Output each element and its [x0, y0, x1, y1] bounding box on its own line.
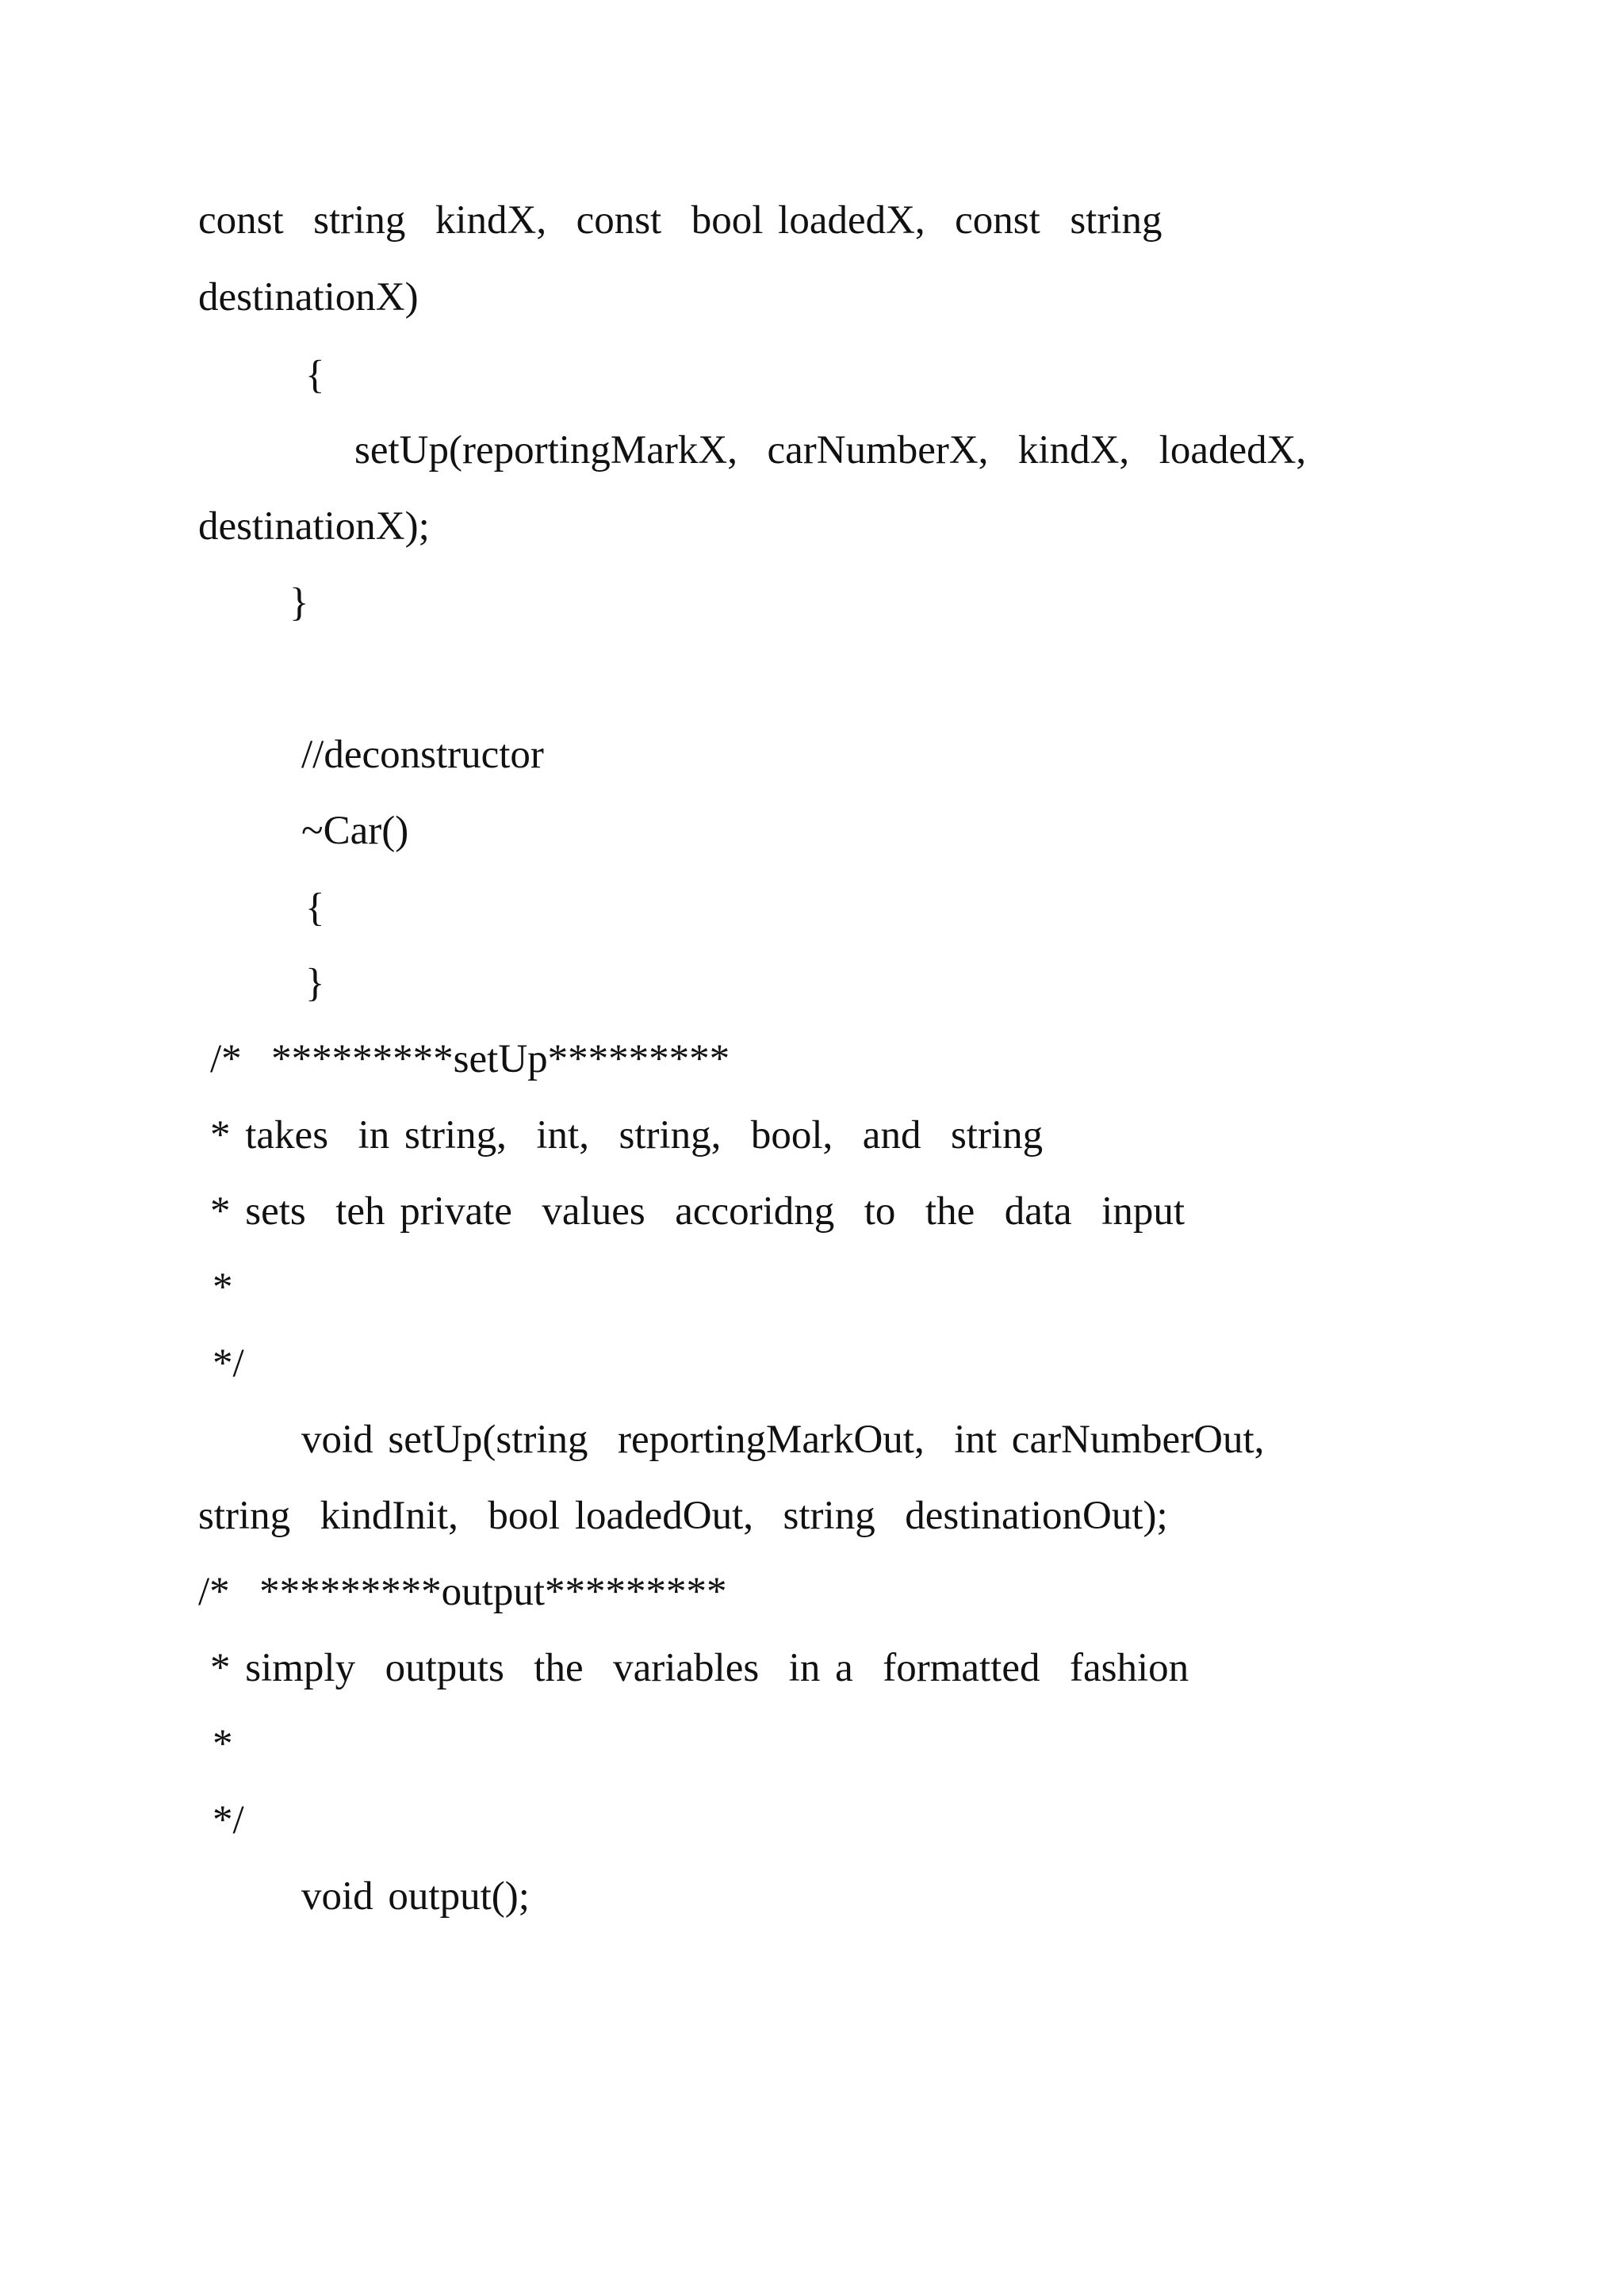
code-line: destinationX); [198, 504, 430, 549]
code-comment: * [213, 1722, 233, 1766]
code-comment: * sets teh private values accoridng to the data input [210, 1189, 1185, 1234]
code-line: ~Car() [301, 809, 409, 853]
code-line: setUp(reportingMarkX, carNumberX, kindX, loadedX, [354, 428, 1307, 473]
code-line: { [305, 886, 325, 930]
code-comment: * [213, 1265, 233, 1310]
code-comment: * simply outputs the variables in a formatted fashion [210, 1646, 1189, 1690]
code-comment: * takes in string, int, string, bool, and string [210, 1113, 1044, 1158]
code-line: void setUp(string reportingMarkOut, int carNumberOut, [301, 1418, 1265, 1462]
code-comment: */ [213, 1798, 244, 1843]
code-comment: /* *********output********* [198, 1570, 727, 1614]
code-line: const string kindX, const bool loadedX, const string [198, 198, 1162, 243]
code-line: } [289, 580, 309, 625]
code-line: string kindInit, bool loadedOut, string destinationOut); [198, 1494, 1168, 1538]
code-line: void output(); [301, 1874, 530, 1919]
code-comment: //deconstructor [301, 733, 544, 777]
code-comment: /* *********setUp********* [210, 1037, 730, 1081]
code-comment: */ [213, 1341, 244, 1386]
code-line: destinationX) [198, 275, 419, 320]
code-line: { [305, 353, 325, 397]
code-line: } [305, 961, 325, 1005]
